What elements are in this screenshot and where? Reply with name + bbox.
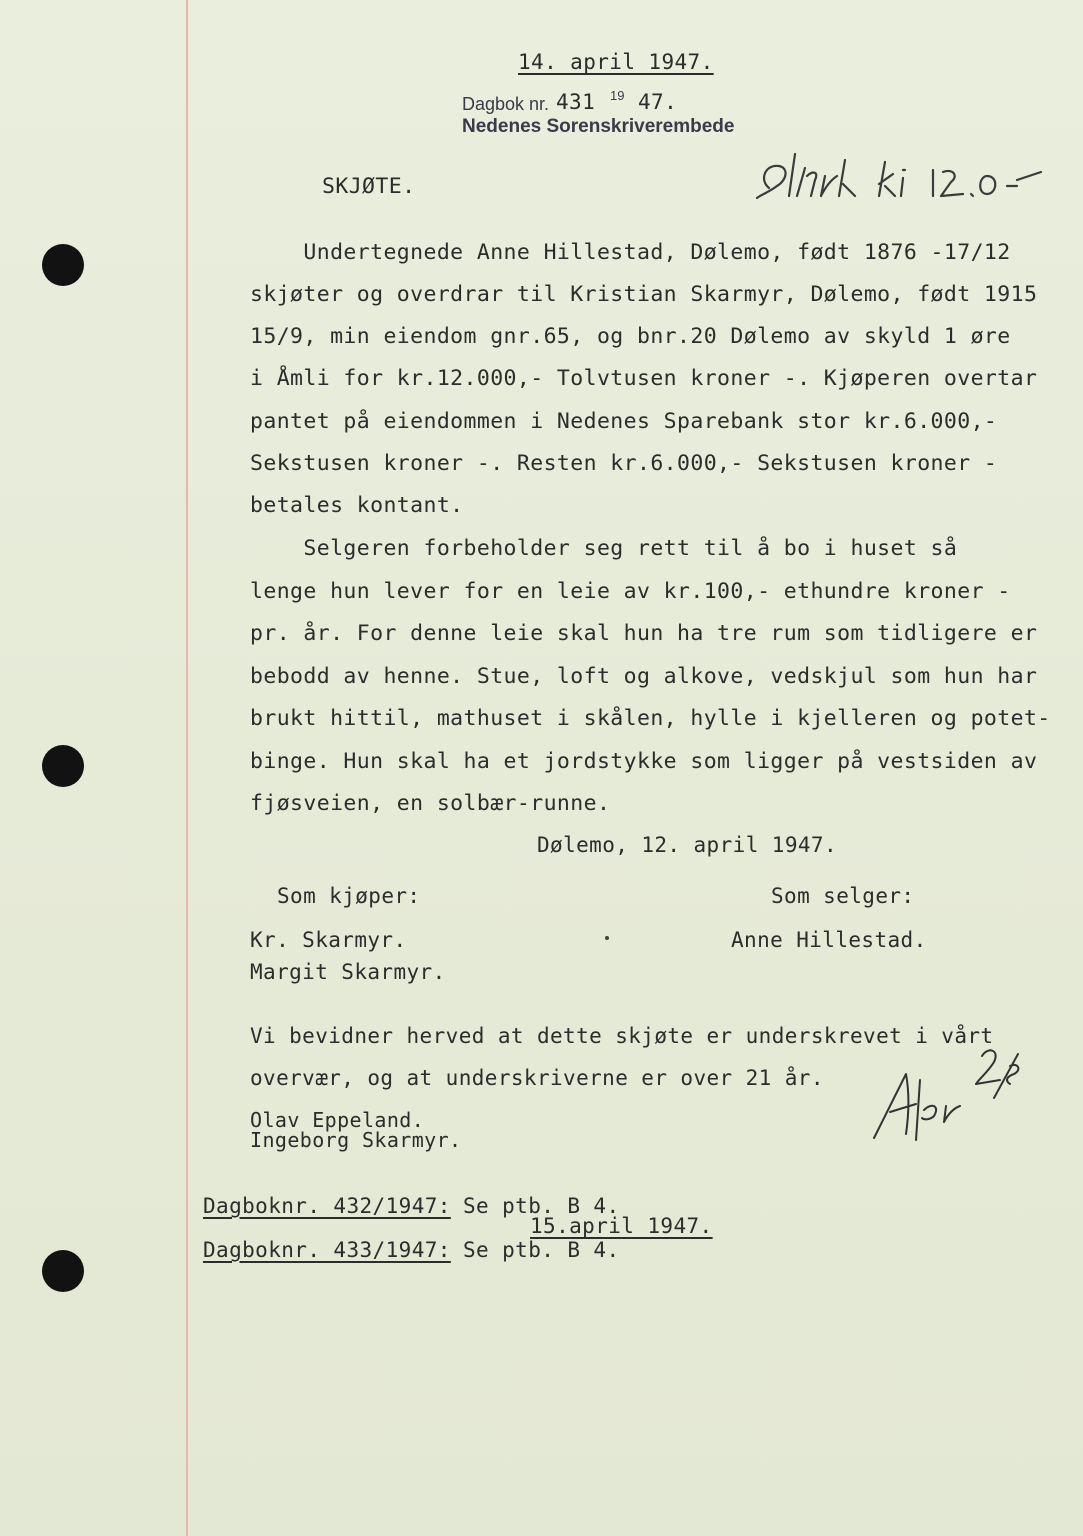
entry-ref: Dagboknr. 432/1947: [203, 1194, 451, 1218]
diary-stamp [462, 88, 735, 148]
body-line: brukt hittil, mathuset i skålen, hylle i kjelleren og potet- [250, 706, 1051, 731]
seller-name: Anne Hillestad. [731, 928, 927, 952]
entry-ref: Dagboknr. 433/1947: [203, 1238, 451, 1262]
witness-line: Vi bevidner herved at dette skjøte er underskrevet i vårt [250, 1024, 994, 1048]
body-line: binge. Hun skal ha et jordstykke som ligger på vestsiden av [250, 749, 1038, 774]
body-line: Undertegnede Anne Hillestad, Dølemo, født 1876 -17/12 [250, 240, 1011, 265]
witness-line: overvær, og at underskriverne er over 21 år. [250, 1066, 824, 1090]
initials-handwriting [870, 1040, 1030, 1150]
ink-dot [605, 936, 609, 940]
place-date: Dølemo, 12. april 1947. [537, 833, 837, 857]
punch-hole [42, 1250, 84, 1292]
margin-rule [186, 0, 188, 1536]
witness-name: Ingeborg Skarmyr. [250, 1128, 462, 1152]
stamp-prefix: Dagbok nr. [462, 94, 550, 114]
body-line: betales kontant. [250, 493, 464, 518]
entry-text: Se ptb. B 4. [463, 1238, 620, 1262]
entry-date: 15.april 1947. [530, 1214, 713, 1238]
buyer-name: Margit Skarmyr. [250, 960, 446, 984]
body-line: lenge hun lever for en leie av kr.100,- ethundre kroner - [250, 579, 1011, 604]
header-date: 14. april 1947. [518, 50, 714, 74]
body-line: pantet på eiendommen i Nedenes Sparebank stor kr.6.000,- [250, 409, 998, 434]
entry-text: Se ptb. B 4. [463, 1194, 620, 1218]
body-line: 15/9, min eiendom gnr.65, og bnr.20 Dølemo av skyld 1 øre [250, 324, 1011, 349]
witness-name: Olav Eppeland. [250, 1108, 425, 1132]
punch-hole [42, 745, 84, 787]
stamp-year-prefix: 19 [610, 88, 625, 103]
body-line: i Åmli for kr.12.000,- Tolvtusen kroner -. Kjøperen overtar [250, 366, 1038, 391]
body-line: skjøter og overdrar til Kristian Skarmyr, Dølemo, født 1915 [250, 282, 1038, 307]
punch-hole [42, 244, 84, 286]
body-line: Sekstusen kroner -. Resten kr.6.000,- Sekstusen kroner - [250, 451, 998, 476]
document-title: SKJØTE. [322, 174, 416, 199]
fee-note-handwriting [755, 140, 1045, 210]
stamp-office: Nedenes Sorenskriverembede [462, 116, 735, 137]
buyer-label: Som kjøper: [277, 884, 421, 908]
stamp-number: 431 [556, 90, 596, 114]
seller-label: Som selger: [771, 884, 915, 908]
body-line: bebodd av henne. Stue, loft og alkove, vedskjul som hun har [250, 664, 1038, 689]
body-line: Selgeren forbeholder seg rett til å bo i huset så [250, 536, 958, 561]
body-line: fjøsveien, en solbær-runne. [250, 791, 611, 816]
buyer-name: Kr. Skarmyr. [250, 928, 407, 952]
fee-note [755, 140, 1045, 210]
stamp-year: 47. [638, 90, 678, 114]
initials-signature [870, 1040, 1030, 1150]
body-line: pr. år. For denne leie skal hun ha tre rum som tidligere er [250, 621, 1038, 646]
